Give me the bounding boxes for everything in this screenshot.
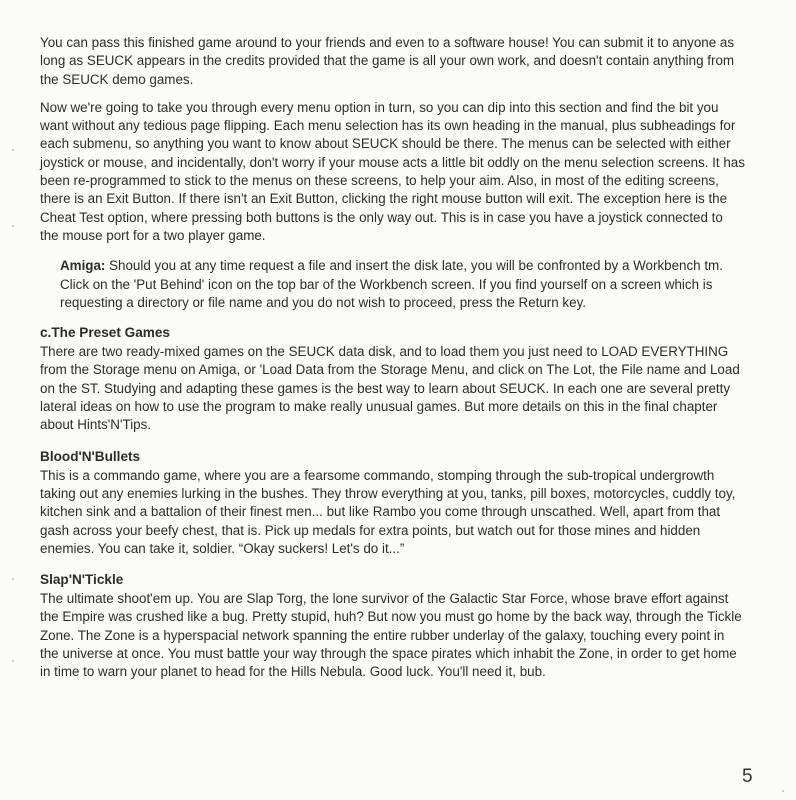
intro-paragraph: You can pass this finished game around to your friends and even to a software house! You can submit it to anyone as long as SEUCK appears in the credits provided that the game is all your own work, and doesn't contain anything from the SEUCK demo games. <box>40 35 735 87</box>
page-number: 5 <box>742 766 753 787</box>
section-body: This is a commando game, where you are a fearsome commando, stomping through the sub-tropical undergrowth taking out any enemies lurking in the bushes. They throw everything at you, tanks, pill boxes, motorcycles, cuddly toy, kitchen sink and a battalion of their finest men... but like Rambo you come through unscathed. Well, apart from that gash across your beefy chest, that is. Pick up medals for extra points, but watch out for those mines and hidden enemies. You can take it, soldier. “Okay suckers! Let's do it...” <box>40 467 736 556</box>
section-slap-n-tickle <box>40 571 745 681</box>
section-heading: c.The Preset Games <box>40 325 170 341</box>
section-preset-games <box>40 324 745 434</box>
section-body: The ultimate shoot'em up. You are Slap Torg, the lone survivor of the Galactic Star Force, whose brave effort against the Empire was crushed like a bug. Pretty stupid, huh? But now you must go home by the back way, through the Tickle Zone. The Zone is a hyperspacial network spanning the entire rubber underlay of the galaxy, touching every point in the universe at once. You must battle your way through the space pirates which inhabit the Zone, in order to get home in time to warn your planet to head for the Hills Nebula. Good luck. You'll need it, bub. <box>40 591 742 680</box>
section-blood-n-bullets <box>40 448 745 558</box>
scan-speck <box>12 149 14 151</box>
scan-speck <box>12 578 14 580</box>
section-heading: Slap'N'Tickle <box>40 572 124 588</box>
scan-speck <box>12 660 14 662</box>
scan-speck <box>12 225 14 227</box>
amiga-note-lead: Amiga: <box>60 258 106 274</box>
section-heading: Blood'N'Bullets <box>40 448 141 464</box>
amiga-note-text: Should you at any time request a file and insert the disk late, you will be confronted by a Workbench tm. Click on the 'Put Behind' icon on the top bar of the Workbench screen. If you find yourself on a screen which is requesting a directory or file name and you do not wish to proceed, press the Return key. <box>60 258 723 310</box>
section-body: There are two ready-mixed games on the SEUCK data disk, and to load them you just need to LOAD EVERYTHING from the Storage menu on Amiga, or 'Load Data from the Storage Menu, and click on The Lot, the File name and Load on the ST. Studying and adapting these games is the best way to learn about SEUCK. In each one are several pretty lateral ideas on how to use the program to make really unusual games. But more details on this in the final chapter about Hints'N'Tips. <box>40 344 740 433</box>
manual-page <box>40 34 745 695</box>
scan-speck <box>782 790 784 792</box>
amiga-note <box>40 257 745 312</box>
menu-intro-paragraph: Now we're going to take you through every menu option in turn, so you can dip into this section and find the bit you want without any tedious page flipping. Each menu selection has its own heading in the manual, plus subheadings for each submenu, so anything you want to know about SEUCK should be there. The menus can be selected with either joystick or mouse, and incidentally, don't worry if your mouse acts a little bit oddly on the menu selection screens. It has been re-programmed to stick to the menus on these screens, to help your aim. Also, in most of the editing screens, there is an Exit Button. If there isn't an Exit Button, clicking the right mouse button will exit. The exception here is the Cheat Test option, where pressing both buttons is the only way out. This is in case you have a joystick connected to the mouse port for a two player game. <box>40 99 745 243</box>
